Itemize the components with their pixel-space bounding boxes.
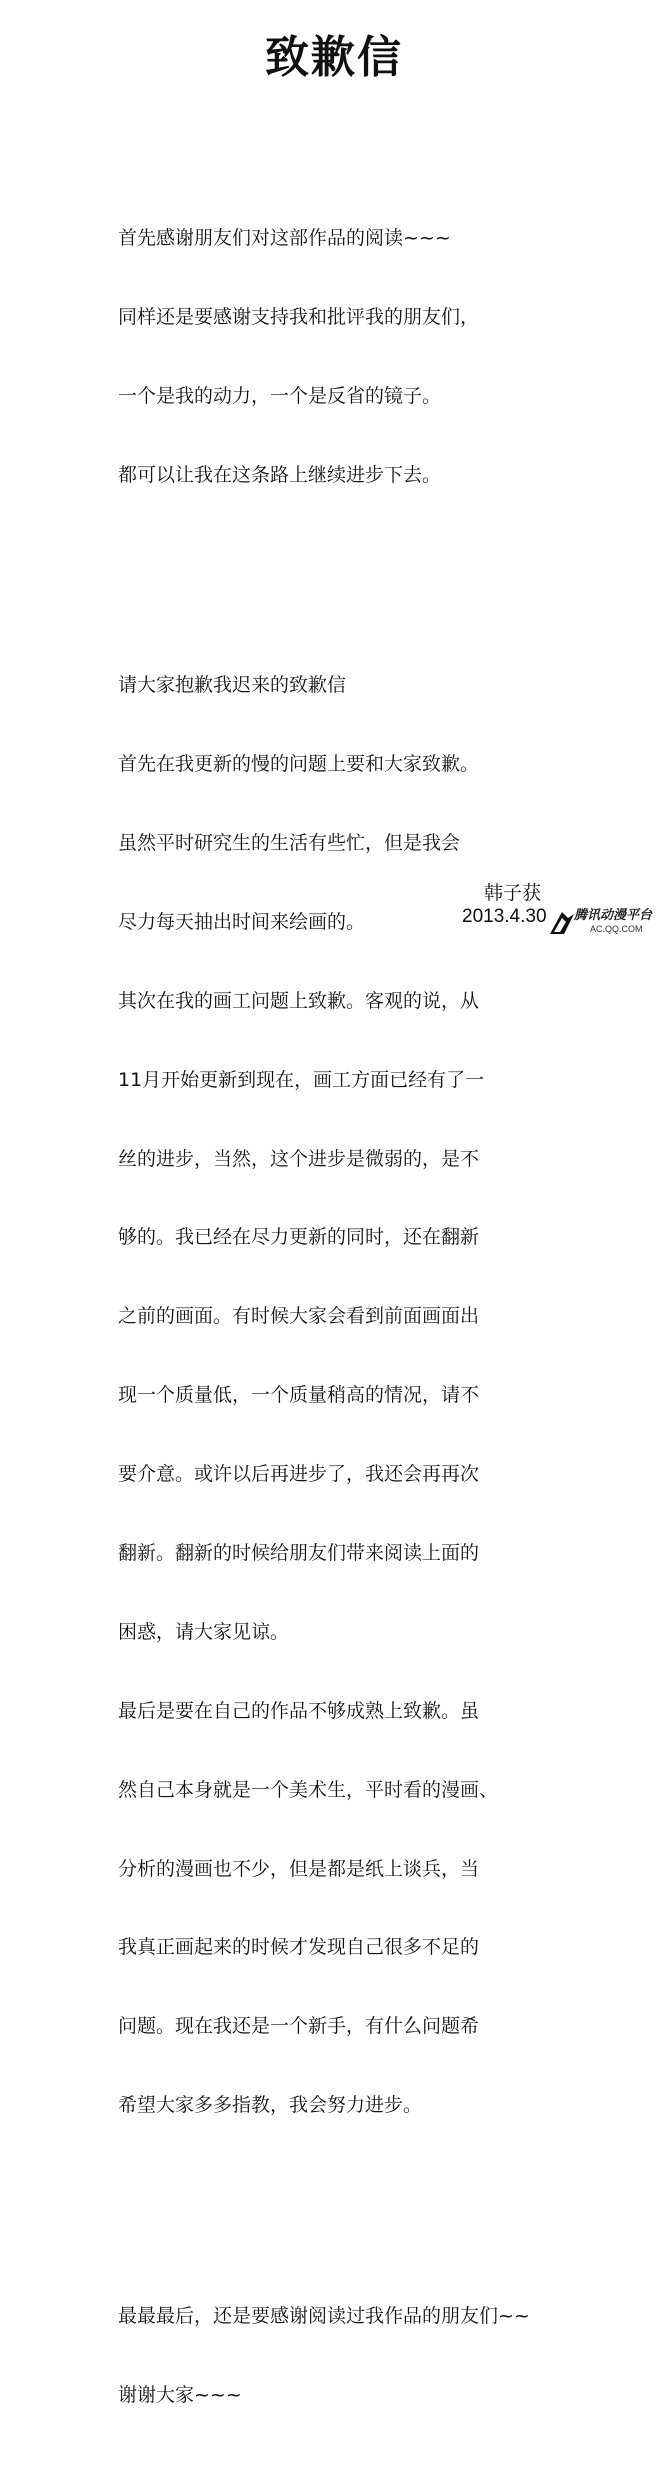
paragraph-apology bbox=[118, 620, 638, 2172]
signature-date: 2013.4.30 bbox=[462, 906, 547, 927]
text-line: 都可以让我在这条路上继续进步下去。 bbox=[118, 463, 442, 486]
text-line: 困惑，请大家见谅。 bbox=[118, 1620, 290, 1643]
text-line: 谢谢大家~~~ bbox=[118, 2383, 242, 2406]
text-line: 希望大家多多指教，我会努力进步。 bbox=[118, 2094, 423, 2117]
signature-name: 韩子获 bbox=[484, 882, 542, 904]
text-line: 问题。现在我还是一个新手，有什么问题希 bbox=[118, 2015, 480, 2038]
text-line: 分析的漫画也不少，但是都是纸上谈兵，当 bbox=[118, 1857, 480, 1880]
text-line: 翻新。翻新的时候给朋友们带来阅读上面的 bbox=[118, 1542, 480, 1565]
text-line: 首先在我更新的慢的问题上要和大家致歉。 bbox=[118, 753, 480, 776]
text-line: 然自己本身就是一个美术生，平时看的漫画、 bbox=[118, 1778, 499, 1801]
text-line: 同样还是要感谢支持我和批评我的朋友们， bbox=[118, 306, 480, 329]
text-line: 最后是要在自己的作品不够成熟上致歉。虽 bbox=[118, 1699, 480, 1722]
text-line: 请大家抱歉我迟来的致歉信 bbox=[118, 674, 347, 697]
watermark bbox=[548, 906, 664, 940]
letter-body bbox=[118, 120, 638, 2487]
text-line: 要介意。或许以后再进步了，我还会再再次 bbox=[118, 1463, 480, 1486]
watermark-name: 腾讯动漫平台 bbox=[574, 908, 653, 923]
text-line: 之前的画面。有时候大家会看到前面画面出 bbox=[118, 1305, 480, 1328]
text-line: 最最最后，还是要感谢阅读过我作品的朋友们~~ bbox=[118, 2304, 530, 2327]
watermark-url: AC.QQ.COM bbox=[590, 924, 643, 934]
paragraph-closing bbox=[118, 2250, 638, 2460]
text-line: 其次在我的画工问题上致歉。客观的说，从 bbox=[118, 989, 480, 1012]
text-line: 够的。我已经在尽力更新的同时，还在翻新 bbox=[118, 1226, 480, 1249]
text-line: 尽力每天抽出时间来绘画的。 bbox=[118, 910, 366, 933]
paragraph-thanks bbox=[118, 173, 638, 541]
text-line: 一个是我的动力，一个是反省的镜子。 bbox=[118, 384, 442, 407]
text-line: 我真正画起来的时候才发现自己很多不足的 bbox=[118, 1936, 480, 1959]
letter-title: 致歉信 bbox=[265, 32, 403, 83]
text-line: 11月开始更新到现在，画工方面已经有了一 bbox=[118, 1068, 485, 1091]
text-line: 首先感谢朋友们对这部作品的阅读~~~ bbox=[118, 227, 451, 250]
text-line: 现一个质量低，一个质量稍高的情况，请不 bbox=[118, 1384, 480, 1407]
text-line: 丝的进步，当然，这个进步是微弱的，是不 bbox=[118, 1147, 480, 1170]
text-line: 虽然平时研究生的生活有些忙，但是我会 bbox=[118, 832, 461, 855]
